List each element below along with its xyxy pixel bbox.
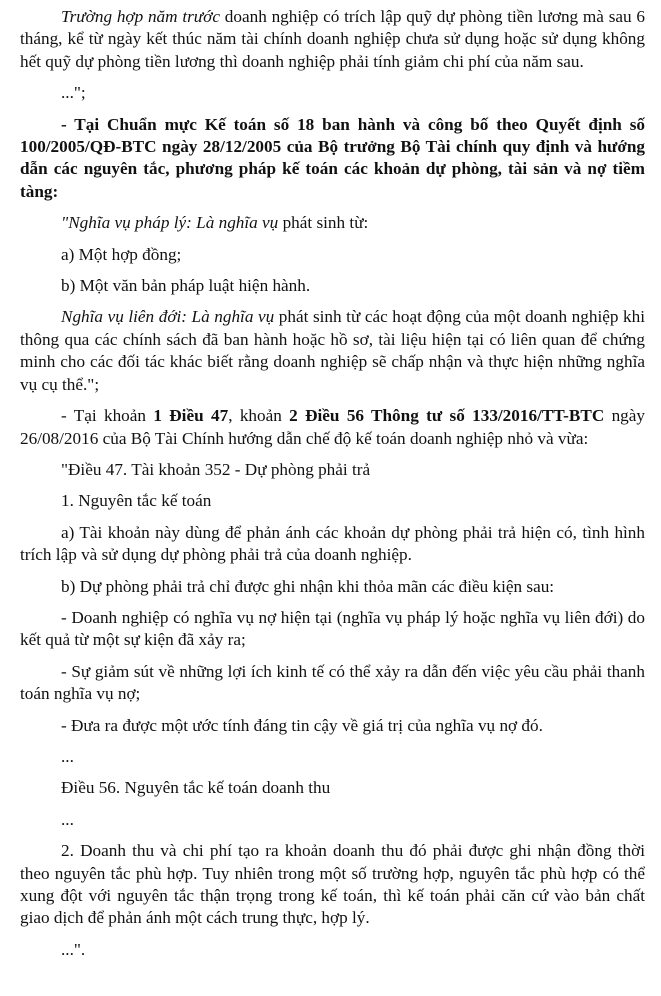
- condition-economic-outflow: - Sự giảm sút về những lợi ích kinh tế có thể xảy ra dẫn đến việc yêu cầu phải thanh toán nghĩa vụ nợ;: [20, 661, 645, 704]
- italic-lead: Nghĩa vụ liên đới: Là nghĩa vụ: [61, 307, 275, 327]
- quote-end-ellipsis: ...";: [61, 83, 86, 103]
- bold-ref-article-47: 1 Điều 47: [153, 406, 229, 426]
- paragraph-standard-18: - Tại Chuẩn mực Kế toán số 18 ban hành và công bố theo Quyết định số 100/2005/QĐ-BTC ngày 28/12/2005 của Bộ trưởng Bộ Tài chính quy định và hướng dẫn các nguyên tắc, phương pháp kế toán các khoản dự phòng, tài sản và nợ tiềm tàng:: [20, 114, 645, 201]
- list-item-contract: a) Một hợp đồng;: [61, 244, 182, 264]
- paragraph-text: doanh nghiệp có trích lập quỹ dự phòng tiền lương mà sau 6 tháng, kể từ ngày kết thúc năm tài chính doanh nghiệp chưa sử dụng hoặc sử dụng không hết quỹ dự phòng tiền lương thì doanh nghiệp phải tính giảm chi phí của năm sau.: [20, 7, 645, 71]
- paragraph-circular-133: [20, 405, 645, 450]
- text-part: , khoản: [228, 406, 290, 426]
- paragraph-revenue-matching: 2. Doanh thu và chi phí tạo ra khoản doanh thu đó phải được ghi nhận đồng thời theo nguyên tắc phù hợp. Tuy nhiên trong một số trường hợp, nguyên tắc phù hợp có thể xung đột với nguyên tắc thận trọng trong kế toán, thì kế toán phải căn cứ vào bản chất giao dịch để phản ánh một cách trung thực, hợp lý.: [20, 841, 645, 928]
- paragraph-recognition-conditions: b) Dự phòng phải trả chỉ được ghi nhận khi thỏa mãn các điều kiện sau:: [61, 576, 555, 596]
- ellipsis: ...: [61, 809, 74, 829]
- quote-end-ellipsis: ...".: [61, 939, 86, 959]
- article-47-heading: "Điều 47. Tài khoản 352 - Dự phòng phải trả: [61, 459, 371, 479]
- bold-ref-article-56: 2 Điều 56 Thông tư số 133/2016/TT-BTC: [289, 406, 605, 426]
- condition-reliable-estimate: - Đưa ra được một ước tính đáng tin cậy về giá trị của nghĩa vụ nợ đó.: [61, 715, 543, 735]
- condition-present-obligation: - Doanh nghiệp có nghĩa vụ nợ hiện tại (nghĩa vụ pháp lý hoặc nghĩa vụ liên đới) do kết quả từ một sự kiện đã xảy ra;: [20, 607, 645, 650]
- paragraph-legal-obligation: [20, 212, 645, 234]
- paragraph-joint-obligation: [20, 306, 645, 396]
- ellipsis: ...: [61, 746, 74, 766]
- paragraph-text: phát sinh từ các hoạt động của một doanh nghiệp khi thông qua các chính sách đã ban hành hoặc hồ sơ, tài liệu hiện tại có liên quan để chứng minh cho các đối tác khác biết rằng doanh nghiệp sẽ chấp nhận và thực hiện những nghĩa vụ cụ thể.";: [20, 307, 645, 394]
- paragraph-salary-reserve: [20, 6, 645, 73]
- text-part: ngày 26/08/2016 của Bộ Tài Chính hướng dẫn chế độ kế toán doanh nghiệp nhỏ và vừa:: [20, 406, 645, 448]
- paragraph-account-use: a) Tài khoản này dùng để phản ánh các khoản dự phòng phải trả hiện có, tình hình trích lập và sử dụng dự phòng phải trả của doanh nghiệp.: [20, 522, 645, 565]
- italic-lead: "Nghĩa vụ pháp lý: Là nghĩa vụ: [61, 213, 279, 233]
- italic-lead: Trường hợp năm trước: [61, 7, 220, 26]
- section-principles-heading: 1. Nguyên tắc kế toán: [61, 491, 212, 511]
- paragraph-text: phát sinh từ:: [278, 213, 369, 233]
- text-part: - Tại khoản: [61, 406, 154, 426]
- list-item-legal-document: b) Một văn bản pháp luật hiện hành.: [61, 276, 311, 296]
- article-56-heading: Điều 56. Nguyên tắc kế toán doanh thu: [61, 778, 331, 798]
